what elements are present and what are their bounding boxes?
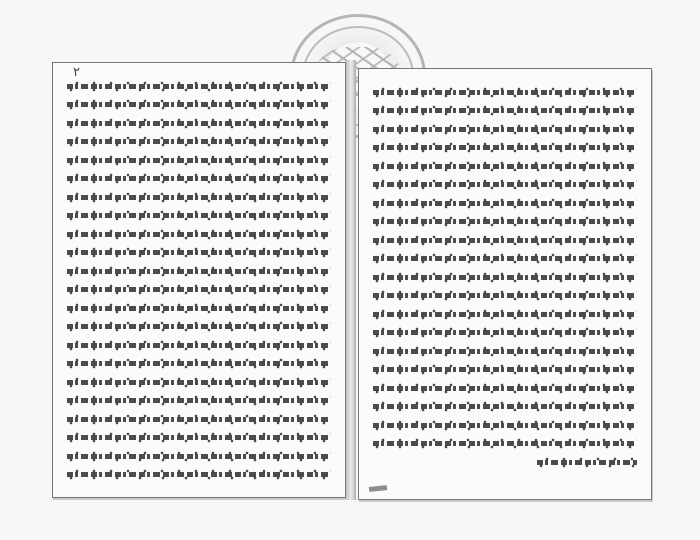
right-page-text-lines [373,85,637,473]
manuscript-line [67,134,331,148]
manuscript-line [67,356,331,370]
manuscript-line [373,436,637,450]
manuscript-line [373,177,637,191]
manuscript-line [67,153,331,167]
manuscript-line [373,344,637,358]
manuscript-line [67,264,331,278]
manuscript-line [67,430,331,444]
manuscript-line [373,140,637,154]
manuscript-line [373,122,637,136]
manuscript-line [67,282,331,296]
manuscript-line [373,196,637,210]
manuscript-line [373,214,637,228]
manuscript-line [373,381,637,395]
manuscript-line [67,393,331,407]
manuscript-line [67,97,331,111]
left-page-number: ٢ [73,65,80,80]
manuscript-line [67,319,331,333]
manuscript-line [67,449,331,463]
catchword-mark [369,485,387,492]
manuscript-line [67,412,331,426]
manuscript-line [67,116,331,130]
manuscript-line [373,85,637,99]
manuscript-line [67,79,331,93]
manuscript-line [373,103,637,117]
manuscript-line [67,338,331,352]
right-manuscript-page [358,68,652,500]
manuscript-line [373,399,637,413]
manuscript-line [373,325,637,339]
left-manuscript-page [52,62,346,498]
manuscript-line [67,375,331,389]
manuscript-line [373,307,637,321]
left-page-text-lines [67,79,331,486]
manuscript-line [373,251,637,265]
manuscript-line [373,233,637,247]
manuscript-line [373,362,637,376]
manuscript-line [67,171,331,185]
manuscript-line [373,159,637,173]
book-gutter [346,60,356,500]
manuscript-line [67,208,331,222]
manuscript-line [373,455,637,469]
manuscript-line [67,301,331,315]
manuscript-line [67,245,331,259]
manuscript-line [373,418,637,432]
manuscript-line [67,227,331,241]
manuscript-line [373,270,637,284]
manuscript-line [67,467,331,481]
manuscript-line [67,190,331,204]
manuscript-line [373,288,637,302]
